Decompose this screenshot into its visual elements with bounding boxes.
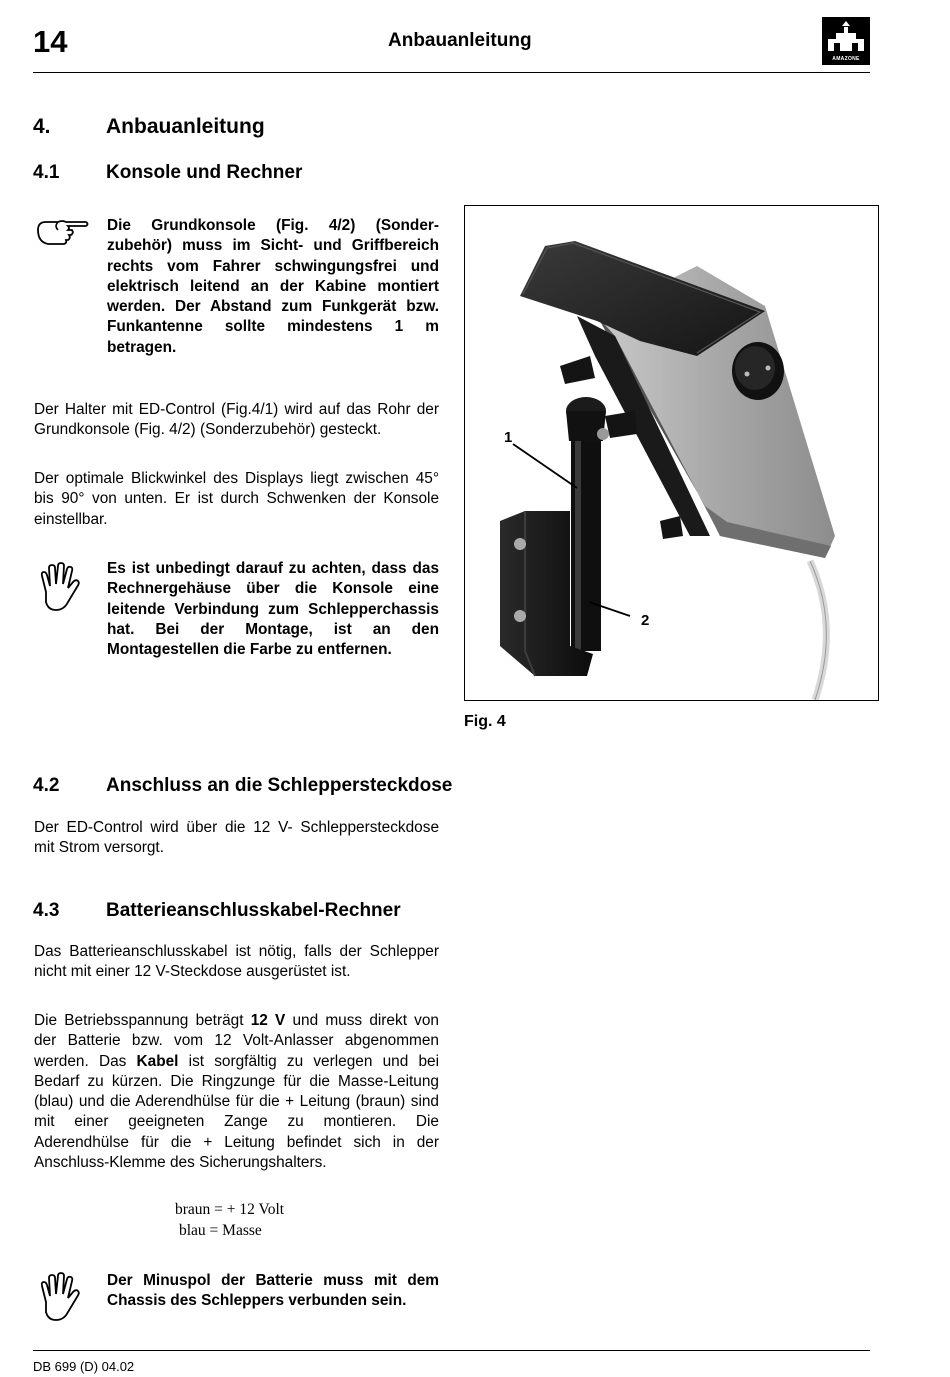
pointing-hand-icon [36, 216, 90, 251]
section-4-2-title: Anschluss an die Schleppersteckdose [106, 775, 453, 796]
warning-hand-icon [36, 1272, 82, 1329]
section-4-1-note: Die Grundkonsole (Fig. 4/2) (Sonder-zubehör) muss im Sicht- und Griffbereich rechts vom Fahrer schwingungsfrei und elektrisch leitend an der Kabine montiert werden. Der Abstand zum Funkgerät bzw. Funkantenne sollte mindestens 1 m betragen. [107, 217, 439, 356]
running-title: Anbauanleitung [388, 30, 532, 51]
section-4-2-paragraph: Der ED-Control wird über die 12 V- Schleppersteckdose mit Strom versorgt. [34, 819, 439, 857]
section-4-3-title: Batterieanschlusskabel-Rechner [106, 900, 401, 921]
amazone-logo [822, 17, 870, 65]
paragraph-2-part-c: und muss direkt von der Batterie bzw. vom 12 Volt-Anlasser abgenommen werden. Das [34, 1012, 439, 1070]
logo-mark-icon [822, 17, 870, 57]
section-4-1-warning: Es ist unbedingt darauf zu achten, dass das Rechnergehäuse über die Konsole eine leitende Verbindung zum Schlepperchassis hat. Bei der Montage, ist an den Montagestellen die Farbe zu entfernen. [107, 560, 439, 659]
cable-emphasis: Kabel [136, 1052, 179, 1070]
voltage-emphasis: 12 V [250, 1012, 286, 1029]
header-rule [33, 72, 870, 73]
section-4-1-paragraph-1: Der Halter mit ED-Control (Fig.4/1) wird auf das Rohr der Grundkonsole (Fig. 4/2) (Sonderzubehör) gesteckt. [34, 401, 439, 439]
figure-caption: Fig. 4 [464, 713, 506, 730]
section-4-1-number: 4.1 [33, 162, 60, 183]
formula-brown: braun = + 12 Volt [175, 1201, 285, 1218]
section-4-1-title: Konsole und Rechner [106, 162, 303, 183]
section-4-title: Anbauanleitung [106, 115, 265, 138]
paragraph-2-part-a: Die Betriebsspannung beträgt [34, 1012, 251, 1029]
figure-label-1: 1 [504, 429, 513, 446]
section-4-3-number: 4.3 [33, 900, 60, 921]
page-number: 14 [33, 24, 68, 59]
figure-label-2: 2 [641, 612, 650, 629]
section-4-3-paragraph-1: Das Batterieanschlusskabel ist nötig, falls der Schlepper nicht mit einer 12 V-Steckdose ausgerüstet ist. [34, 943, 439, 981]
section-4-2-number: 4.2 [33, 775, 60, 796]
section-4-3-warning: Der Minuspol der Batterie muss mit dem Chassis des Schleppers verbunden sein. [107, 1272, 439, 1310]
warning-hand-icon [36, 562, 82, 619]
footer-rule [33, 1350, 870, 1351]
logo-text: AMAZONE [832, 56, 860, 62]
formula-blue: blau = Masse [179, 1222, 262, 1239]
figure-4-photo [464, 205, 879, 701]
paragraph-2-part-e: ist sorgfältig zu verlegen und bei Bedarf zu kürzen. Die Ringzunge für die Masse-Leitung (blau) und die Aderendhülse für die + Leitung (braun) sind mit einer geeigneten Zange zu montieren. Die Aderendhülse für die + Leitung befindet sich in der Anschluss-Klemme des Sicherungshalters. [34, 1052, 439, 1172]
section-4-number: 4. [33, 115, 51, 138]
section-4-3-paragraph-2 [34, 1011, 439, 1173]
section-4-1-paragraph-2: Der optimale Blickwinkel des Displays liegt zwischen 45° bis 90° von unten. Er ist durch Schwenken der Konsole einstellbar. [34, 470, 439, 528]
document-reference: DB 699 (D) 04.02 [33, 1359, 135, 1374]
